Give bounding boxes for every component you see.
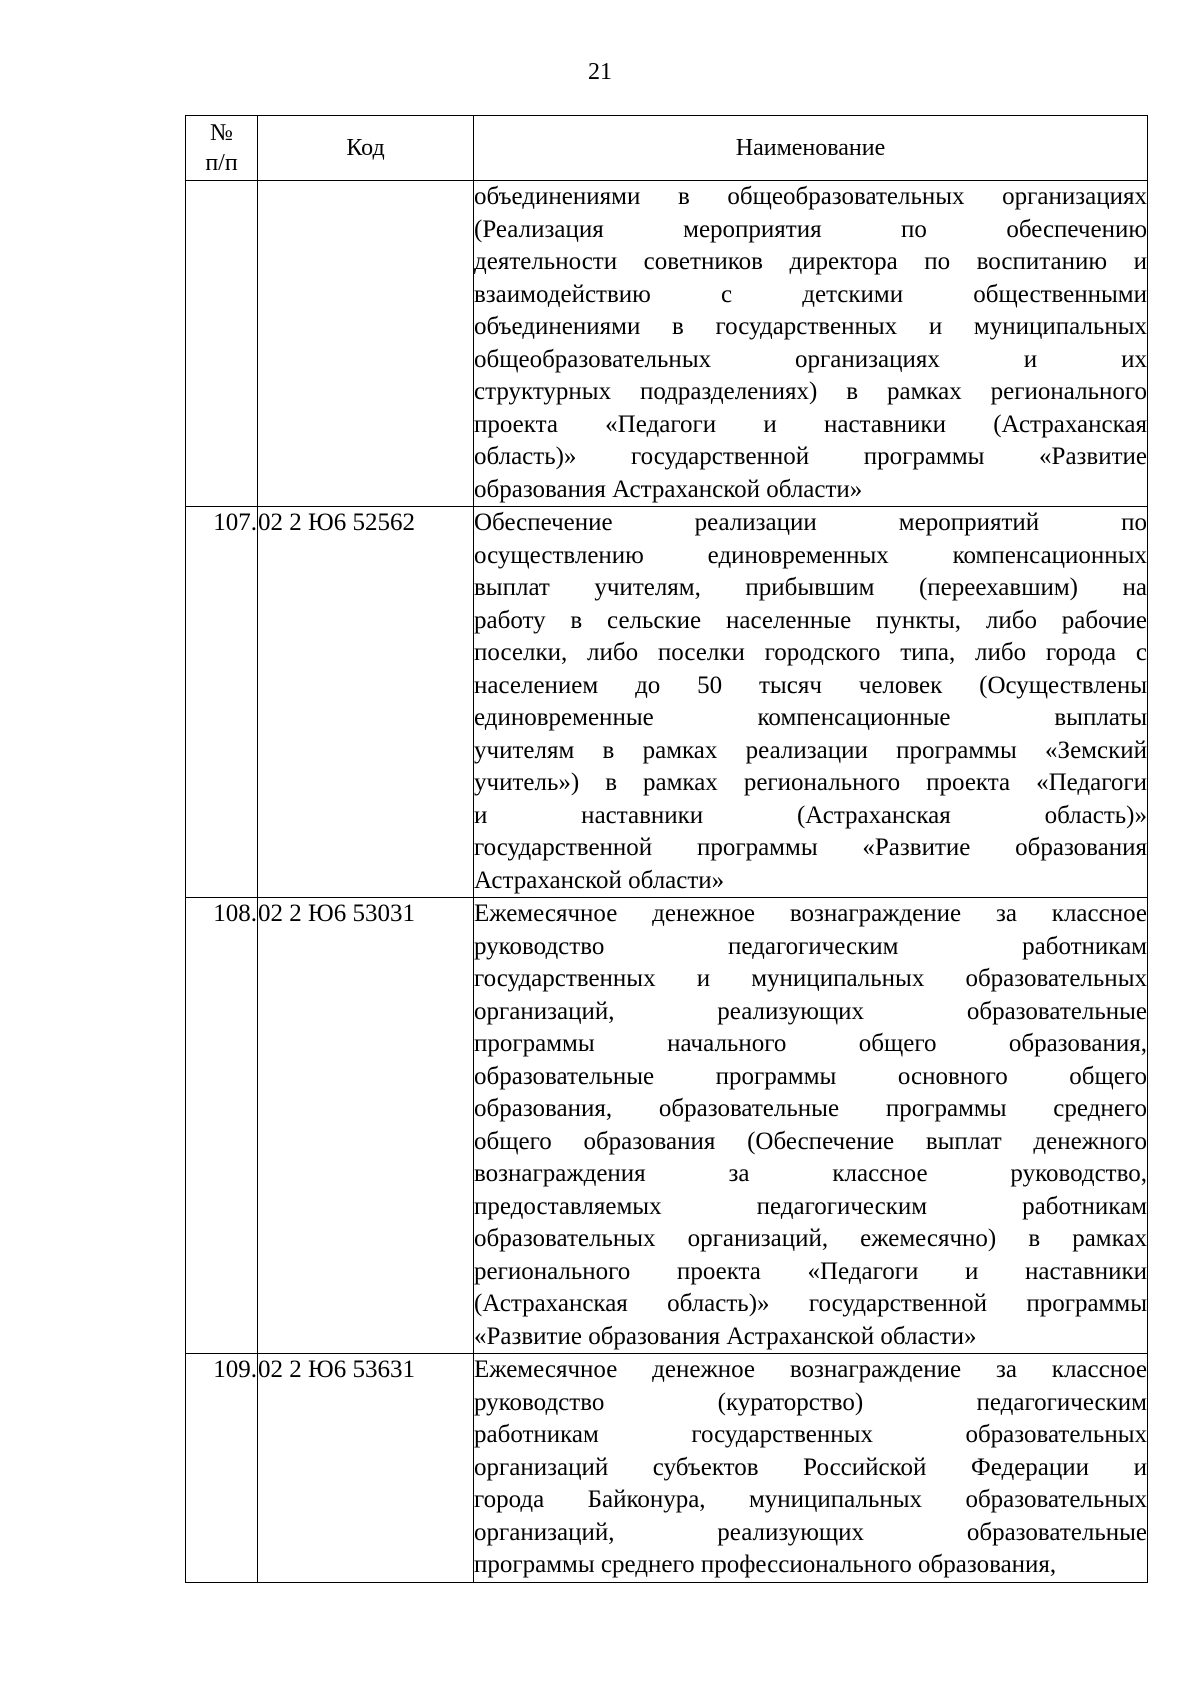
- header-code: Код: [258, 116, 474, 181]
- row-name-line: взаимодействию с детскими общественными: [474, 280, 1147, 308]
- row-name-line: Ежемесячное денежное вознаграждение за классное: [474, 900, 1147, 927]
- budget-code-table: [185, 115, 1148, 1583]
- row-name-line: осуществлению единовременных компенсационных: [474, 541, 1147, 569]
- row-name-line: вознаграждения за классное руководство,: [474, 1160, 1147, 1187]
- row-name-line: (Астраханская область)» государственной программы: [474, 1290, 1147, 1317]
- header-number-abbr: п/п: [205, 150, 238, 176]
- table-row: [186, 898, 1148, 1354]
- row-name-line: руководство педагогическим работникам: [474, 932, 1147, 960]
- row-name-line: работникам государственных образовательных: [474, 1421, 1147, 1448]
- row-name-line: образовательных организаций, ежемесячно) в рамках: [474, 1225, 1147, 1252]
- row-name-line: программы начального общего образования,: [474, 1030, 1147, 1057]
- row-number: 107.: [186, 507, 258, 898]
- row-name-line: Ежемесячное денежное вознаграждение за классное: [474, 1356, 1147, 1383]
- row-name-line: образования, образовательные программы среднего: [474, 1095, 1147, 1122]
- row-name-line: города Байконура, муниципальных образовательных: [474, 1486, 1147, 1513]
- row-name-line: выплат учителям, прибывшим (переехавшим) на: [474, 574, 1147, 601]
- row-code: 02 2 Ю6 52562: [258, 507, 474, 898]
- row-name-line: область)» государственной программы «Развитие: [474, 443, 1147, 470]
- row-name: [474, 181, 1148, 507]
- row-name-line: организаций субъектов Российской Федерации и: [474, 1453, 1147, 1481]
- table-row: [186, 1354, 1148, 1583]
- row-name-line: населением до 50 тысяч человек (Осуществлены: [474, 671, 1147, 699]
- row-code: [258, 181, 474, 507]
- row-name-line: поселки, либо поселки городского типа, либо города с: [474, 639, 1147, 666]
- table-row: [186, 181, 1148, 507]
- row-name-line: Астраханской области»: [474, 866, 725, 894]
- row-name: [474, 898, 1148, 1354]
- row-number: [186, 181, 258, 507]
- row-name-line: Обеспечение реализации мероприятий по: [474, 509, 1147, 536]
- row-name-line: образования Астраханской области»: [474, 475, 863, 503]
- row-name-line: учителям в рамках реализации программы «Земский: [474, 736, 1147, 764]
- row-name-line: общего образования (Обеспечение выплат денежного: [474, 1127, 1147, 1155]
- header-name: Наименование: [474, 116, 1148, 181]
- row-name-line: программы среднего профессионального образования,: [474, 1551, 1057, 1578]
- row-number: 109.: [186, 1354, 258, 1583]
- row-name-line: организаций, реализующих образовательные: [474, 1518, 1147, 1546]
- row-name-line: организаций, реализующих образовательные: [474, 997, 1147, 1025]
- row-name-line: общеобразовательных организациях и их: [474, 345, 1147, 373]
- row-name-line: единовременные компенсационные выплаты: [474, 704, 1147, 731]
- page-number: 21: [588, 59, 612, 85]
- row-name-line: и наставники (Астраханская область)»: [474, 801, 1147, 829]
- row-name: [474, 507, 1148, 898]
- row-name-line: государственных и муниципальных образовательных: [474, 965, 1147, 992]
- row-name-line: объединениями в государственных и муниципальных: [474, 313, 1147, 340]
- table-row: [186, 507, 1148, 898]
- row-code: 02 2 Ю6 53631: [258, 1354, 474, 1583]
- row-name-line: предоставляемых педагогическим работникам: [474, 1192, 1147, 1220]
- row-name-line: государственной программы «Развитие образования: [474, 834, 1147, 861]
- row-name-line: проекта «Педагоги и наставники (Астраханская: [474, 410, 1147, 438]
- row-code: 02 2 Ю6 53031: [258, 898, 474, 1354]
- row-name-line: учитель») в рамках регионального проекта «Педагоги: [474, 769, 1147, 796]
- table-header-row: [186, 116, 1148, 181]
- row-name-line: руководство (кураторство) педагогическим: [474, 1388, 1147, 1416]
- row-name: [474, 1354, 1148, 1583]
- row-name-line: структурных подразделениях) в рамках регионального: [474, 378, 1147, 405]
- row-name-line: образовательные программы основного общего: [474, 1062, 1147, 1090]
- row-name-line: деятельности советников директора по воспитанию и: [474, 248, 1147, 275]
- row-name-line: объединениями в общеобразовательных организациях: [474, 183, 1147, 210]
- row-name-line: (Реализация мероприятия по обеспечению: [474, 215, 1147, 243]
- header-number: [186, 116, 258, 181]
- header-number-symbol: №: [210, 120, 233, 146]
- row-name-line: регионального проекта «Педагоги и наставники: [474, 1257, 1147, 1285]
- row-name-line: «Развитие образования Астраханской области»: [474, 1322, 977, 1350]
- row-name-line: работу в сельские населенные пункты, либо рабочие: [474, 606, 1147, 634]
- row-number: 108.: [186, 898, 258, 1354]
- table-body: [186, 181, 1148, 1583]
